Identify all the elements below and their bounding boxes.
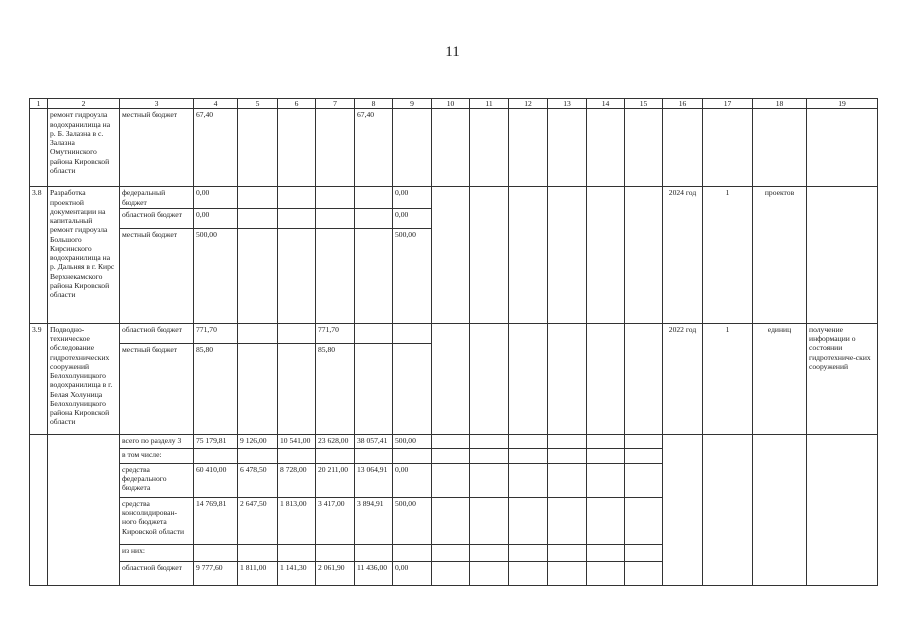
cell [625,497,663,544]
cell [548,448,587,463]
amount-col6 [278,187,316,209]
amount-col5: 2 647,50 [238,497,278,544]
completion-year [663,434,703,585]
page-number: 11 [445,44,460,60]
amount-col6: 8 728,00 [278,463,316,497]
cell [548,497,587,544]
amount-col8: 67,40 [355,109,393,187]
amount-col7: 20 211,00 [316,463,355,497]
cell [587,544,625,561]
amount-col9: 0,00 [393,187,432,209]
amount-col7: 771,70 [316,323,355,343]
cell [548,434,587,448]
measure-name [48,434,120,585]
amount-col5: 1 811,00 [238,561,278,585]
cell [587,463,625,497]
cell [753,109,807,187]
funding-source: федеральный бюджет [120,187,194,209]
funding-source: из них: [120,544,194,561]
cell [587,497,625,544]
amount-col9 [393,323,432,343]
funding-source: в том числе: [120,448,194,463]
header-cell: 5 [238,99,278,109]
cell [432,109,470,187]
amount-col4: 771,70 [194,323,238,343]
amount-col5 [238,109,278,187]
cell [625,187,663,324]
funding-source: всего по разделу 3 [120,434,194,448]
amount-col9: 500,00 [393,497,432,544]
amount-col5 [238,448,278,463]
row-number: 3.8 [30,187,48,324]
budget-table [29,98,878,586]
amount-col7 [316,228,355,323]
indicator-value: 1 [703,323,753,434]
table-row-3-9 [30,323,878,343]
funding-source: областной бюджет [120,323,194,343]
amount-col6: 1 141,30 [278,561,316,585]
cell [625,463,663,497]
amount-col5 [238,544,278,561]
expected-result: получение информации о состоянии гидротехниче-ских сооружений [807,323,878,434]
amount-col5 [238,208,278,228]
funding-source: областной бюджет [120,561,194,585]
amount-col4: 85,80 [194,343,238,434]
amount-col7 [316,208,355,228]
cell [587,434,625,448]
amount-col9: 0,00 [393,208,432,228]
amount-col8 [355,208,393,228]
amount-col8 [355,323,393,343]
indicator-value: 1 [703,187,753,324]
amount-col9 [393,343,432,434]
amount-col7: 85,80 [316,343,355,434]
cell [470,544,509,561]
cell [548,187,587,324]
amount-col6 [278,448,316,463]
cell [432,463,470,497]
amount-col8 [355,187,393,209]
cell [432,561,470,585]
header-cell: 14 [587,99,625,109]
amount-col5 [238,228,278,323]
header-cell: 12 [509,99,548,109]
measure-name: Подводно-техническое обследование гидротехнических сооружений Белохолуницкого водохранилища в г. Белая Холуница Белохолуницкого района Кировской области [48,323,120,434]
header-cell: 11 [470,99,509,109]
cell [625,323,663,434]
header-cell: 16 [663,99,703,109]
cell [587,109,625,187]
header-cell: 1 [30,99,48,109]
header-cell: 3 [120,99,194,109]
amount-col9: 0,00 [393,561,432,585]
indicator-unit: единиц [753,323,807,434]
amount-col6 [278,109,316,187]
cell [470,323,509,434]
header-cell: 2 [48,99,120,109]
amount-col7: 2 061,90 [316,561,355,585]
amount-col4 [194,544,238,561]
cell [509,434,548,448]
cell [703,109,753,187]
indicator-unit [753,434,807,585]
cell [625,109,663,187]
row-number [30,109,48,187]
header-cell: 13 [548,99,587,109]
funding-source: местный бюджет [120,343,194,434]
cell [587,187,625,324]
amount-col8 [355,343,393,434]
header-cell: 10 [432,99,470,109]
amount-col4: 60 410,00 [194,463,238,497]
cell [587,323,625,434]
measure-name: Разработка проектной документации на капитальный ремонт гидроузла Большого Кирсинского водохранилища на р. Дальняя в г. Кирс Верхнекамского района Кировской области [48,187,120,324]
amount-col4: 9 777,60 [194,561,238,585]
cell [470,109,509,187]
funding-source: средства федерального бюджета [120,463,194,497]
header-cell: 9 [393,99,432,109]
table-row-continued [30,109,878,187]
header-cell: 8 [355,99,393,109]
amount-col5 [238,323,278,343]
cell [548,561,587,585]
cell [587,561,625,585]
cell [587,448,625,463]
cell [548,109,587,187]
indicator-value [703,434,753,585]
amount-col7 [316,448,355,463]
row-number [30,434,48,585]
amount-col8: 38 057,41 [355,434,393,448]
cell [470,434,509,448]
amount-col6 [278,323,316,343]
amount-col9 [393,544,432,561]
amount-col4: 0,00 [194,208,238,228]
header-cell: 15 [625,99,663,109]
expected-result [807,434,878,585]
cell [807,109,878,187]
amount-col7: 23 628,00 [316,434,355,448]
amount-col4: 75 179,81 [194,434,238,448]
cell [470,497,509,544]
funding-source: местный бюджет [120,228,194,323]
cell [663,109,703,187]
header-cell: 18 [753,99,807,109]
amount-col9: 500,00 [393,434,432,448]
cell [432,544,470,561]
amount-col8 [355,448,393,463]
cell [548,323,587,434]
funding-source: местный бюджет [120,109,194,187]
amount-col7: 3 417,00 [316,497,355,544]
amount-col6 [278,544,316,561]
amount-col4: 0,00 [194,187,238,209]
cell [509,497,548,544]
cell [432,497,470,544]
cell [432,187,470,324]
cell [470,463,509,497]
cell [509,463,548,497]
completion-year: 2024 год [663,187,703,324]
cell [548,544,587,561]
amount-col7 [316,109,355,187]
cell [432,434,470,448]
amount-col5: 9 126,00 [238,434,278,448]
funding-source: областной бюджет [120,208,194,228]
cell [432,448,470,463]
amount-col6: 10 541,00 [278,434,316,448]
cell [509,323,548,434]
amount-col5 [238,343,278,434]
cell [470,561,509,585]
header-cell: 7 [316,99,355,109]
completion-year: 2022 год [663,323,703,434]
header-cell: 6 [278,99,316,109]
amount-col9 [393,448,432,463]
amount-col9: 0,00 [393,463,432,497]
amount-col9 [393,109,432,187]
amount-col7 [316,187,355,209]
amount-col7 [316,544,355,561]
cell [625,544,663,561]
amount-col9: 500,00 [393,228,432,323]
table-row-total [30,434,878,448]
header-row [30,99,878,109]
expected-result [807,187,878,324]
cell [509,187,548,324]
amount-col5: 6 478,50 [238,463,278,497]
row-number: 3.9 [30,323,48,434]
cell [470,187,509,324]
table-row-3-8 [30,187,878,209]
cell [509,448,548,463]
cell [625,561,663,585]
amount-col6 [278,228,316,323]
indicator-unit: проектов [753,187,807,324]
amount-col8 [355,228,393,323]
amount-col8: 13 064,91 [355,463,393,497]
amount-col8 [355,544,393,561]
cell [432,323,470,434]
amount-col6: 1 813,00 [278,497,316,544]
amount-col4: 500,00 [194,228,238,323]
amount-col5 [238,187,278,209]
header-cell: 4 [194,99,238,109]
cell [509,544,548,561]
cell [625,448,663,463]
cell [548,463,587,497]
amount-col6 [278,343,316,434]
amount-col4: 67,40 [194,109,238,187]
cell [470,448,509,463]
measure-name: ремонт гидроузла водохранилища на р. Б. Залазна в с. Залазна Омутнинского района Кировской области [48,109,120,187]
amount-col8: 11 436,00 [355,561,393,585]
cell [509,109,548,187]
cell [625,434,663,448]
amount-col6 [278,208,316,228]
header-cell: 17 [703,99,753,109]
funding-source: средства консолидирован-ного бюджета Кировской области [120,497,194,544]
amount-col8: 3 894,91 [355,497,393,544]
header-cell: 19 [807,99,878,109]
amount-col4 [194,448,238,463]
cell [509,561,548,585]
amount-col4: 14 769,81 [194,497,238,544]
